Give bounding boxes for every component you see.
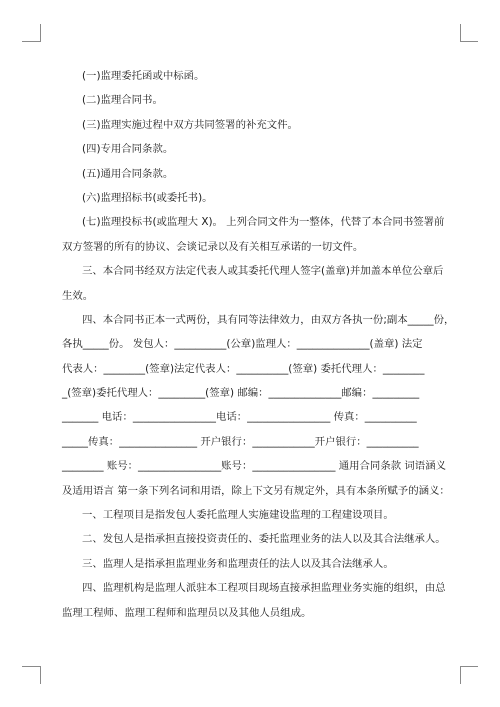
text-line: 一、工程项目是指发包人委托监理人实施建设监理的工程建设项目。 [82,509,394,522]
text-line: (一)监理委托函或中标函。 [82,70,205,82]
text-line: (二)监理合同书。 [82,94,163,107]
text-line: 三、本合同书经双方法定代表人或其委托代理人签字(盖章)并加盖本单位公章后 [82,265,444,278]
text-line: 三、监理人是指承担监理业务和监理责任的法人以及其合法继承人。 [82,557,394,570]
text-line: (五)通用合同条款。 [82,167,174,180]
text-line: _(签章)委托代理人：_________(签章) 邮编：______________邮编：_________ [62,387,420,400]
text-line: (四)专用合同条款。 [82,143,174,156]
text-line: 生效。 [62,289,94,302]
document-body [62,64,455,625]
text-line: 代表人：________(签章)法定代表人：__________(签章) 委托代理人：________ [62,362,425,375]
text-line: 监理工程师、监理工程师和监理员以及其他人员组成。 [62,606,312,619]
text-line: _____传真：_______________ 开户银行：____________开户银行：__________ [62,435,419,448]
text-line: ________ 账号：________________账号：________________ 通用合同条款 词语涵义 [62,460,446,473]
text-line: (三)监理实施过程中双方共同签署的补充文件。 [82,118,298,131]
text-line: 各执_____份。 发包人：__________(公章)监理人：______________(盖章) 法定 [62,338,423,351]
text-line: (七)监理投标书(或监理大 X)。 上列合同文件为一整体，代替了本合同书签署前 [82,216,445,229]
text-line: 双方签署的所有的协议、会谈记录以及有关相互承诺的一切文件。 [62,240,364,253]
text-line: 四、本合同书正本一式两份，具有同等法律效力，由双方各执一份;副本_____份， [82,313,455,326]
text-line: _______ 电话：________________电话：________________ 传真：__________ [62,411,417,424]
text-line: (六)监理招标书(或委托书)。 [82,191,213,204]
text-line: 二、发包人是指承担直接投资责任的、委托监理业务的法人以及其合法继承人。 [82,533,446,546]
text-line: 四、监理机构是监理人派驻本工程项目现场直接承担监理业务实施的组织，由总 [82,582,446,595]
text-line: 及适用语言 第一条下列名词和用语，除上下文另有规定外，具有本条所赋予的涵义： [62,484,450,497]
